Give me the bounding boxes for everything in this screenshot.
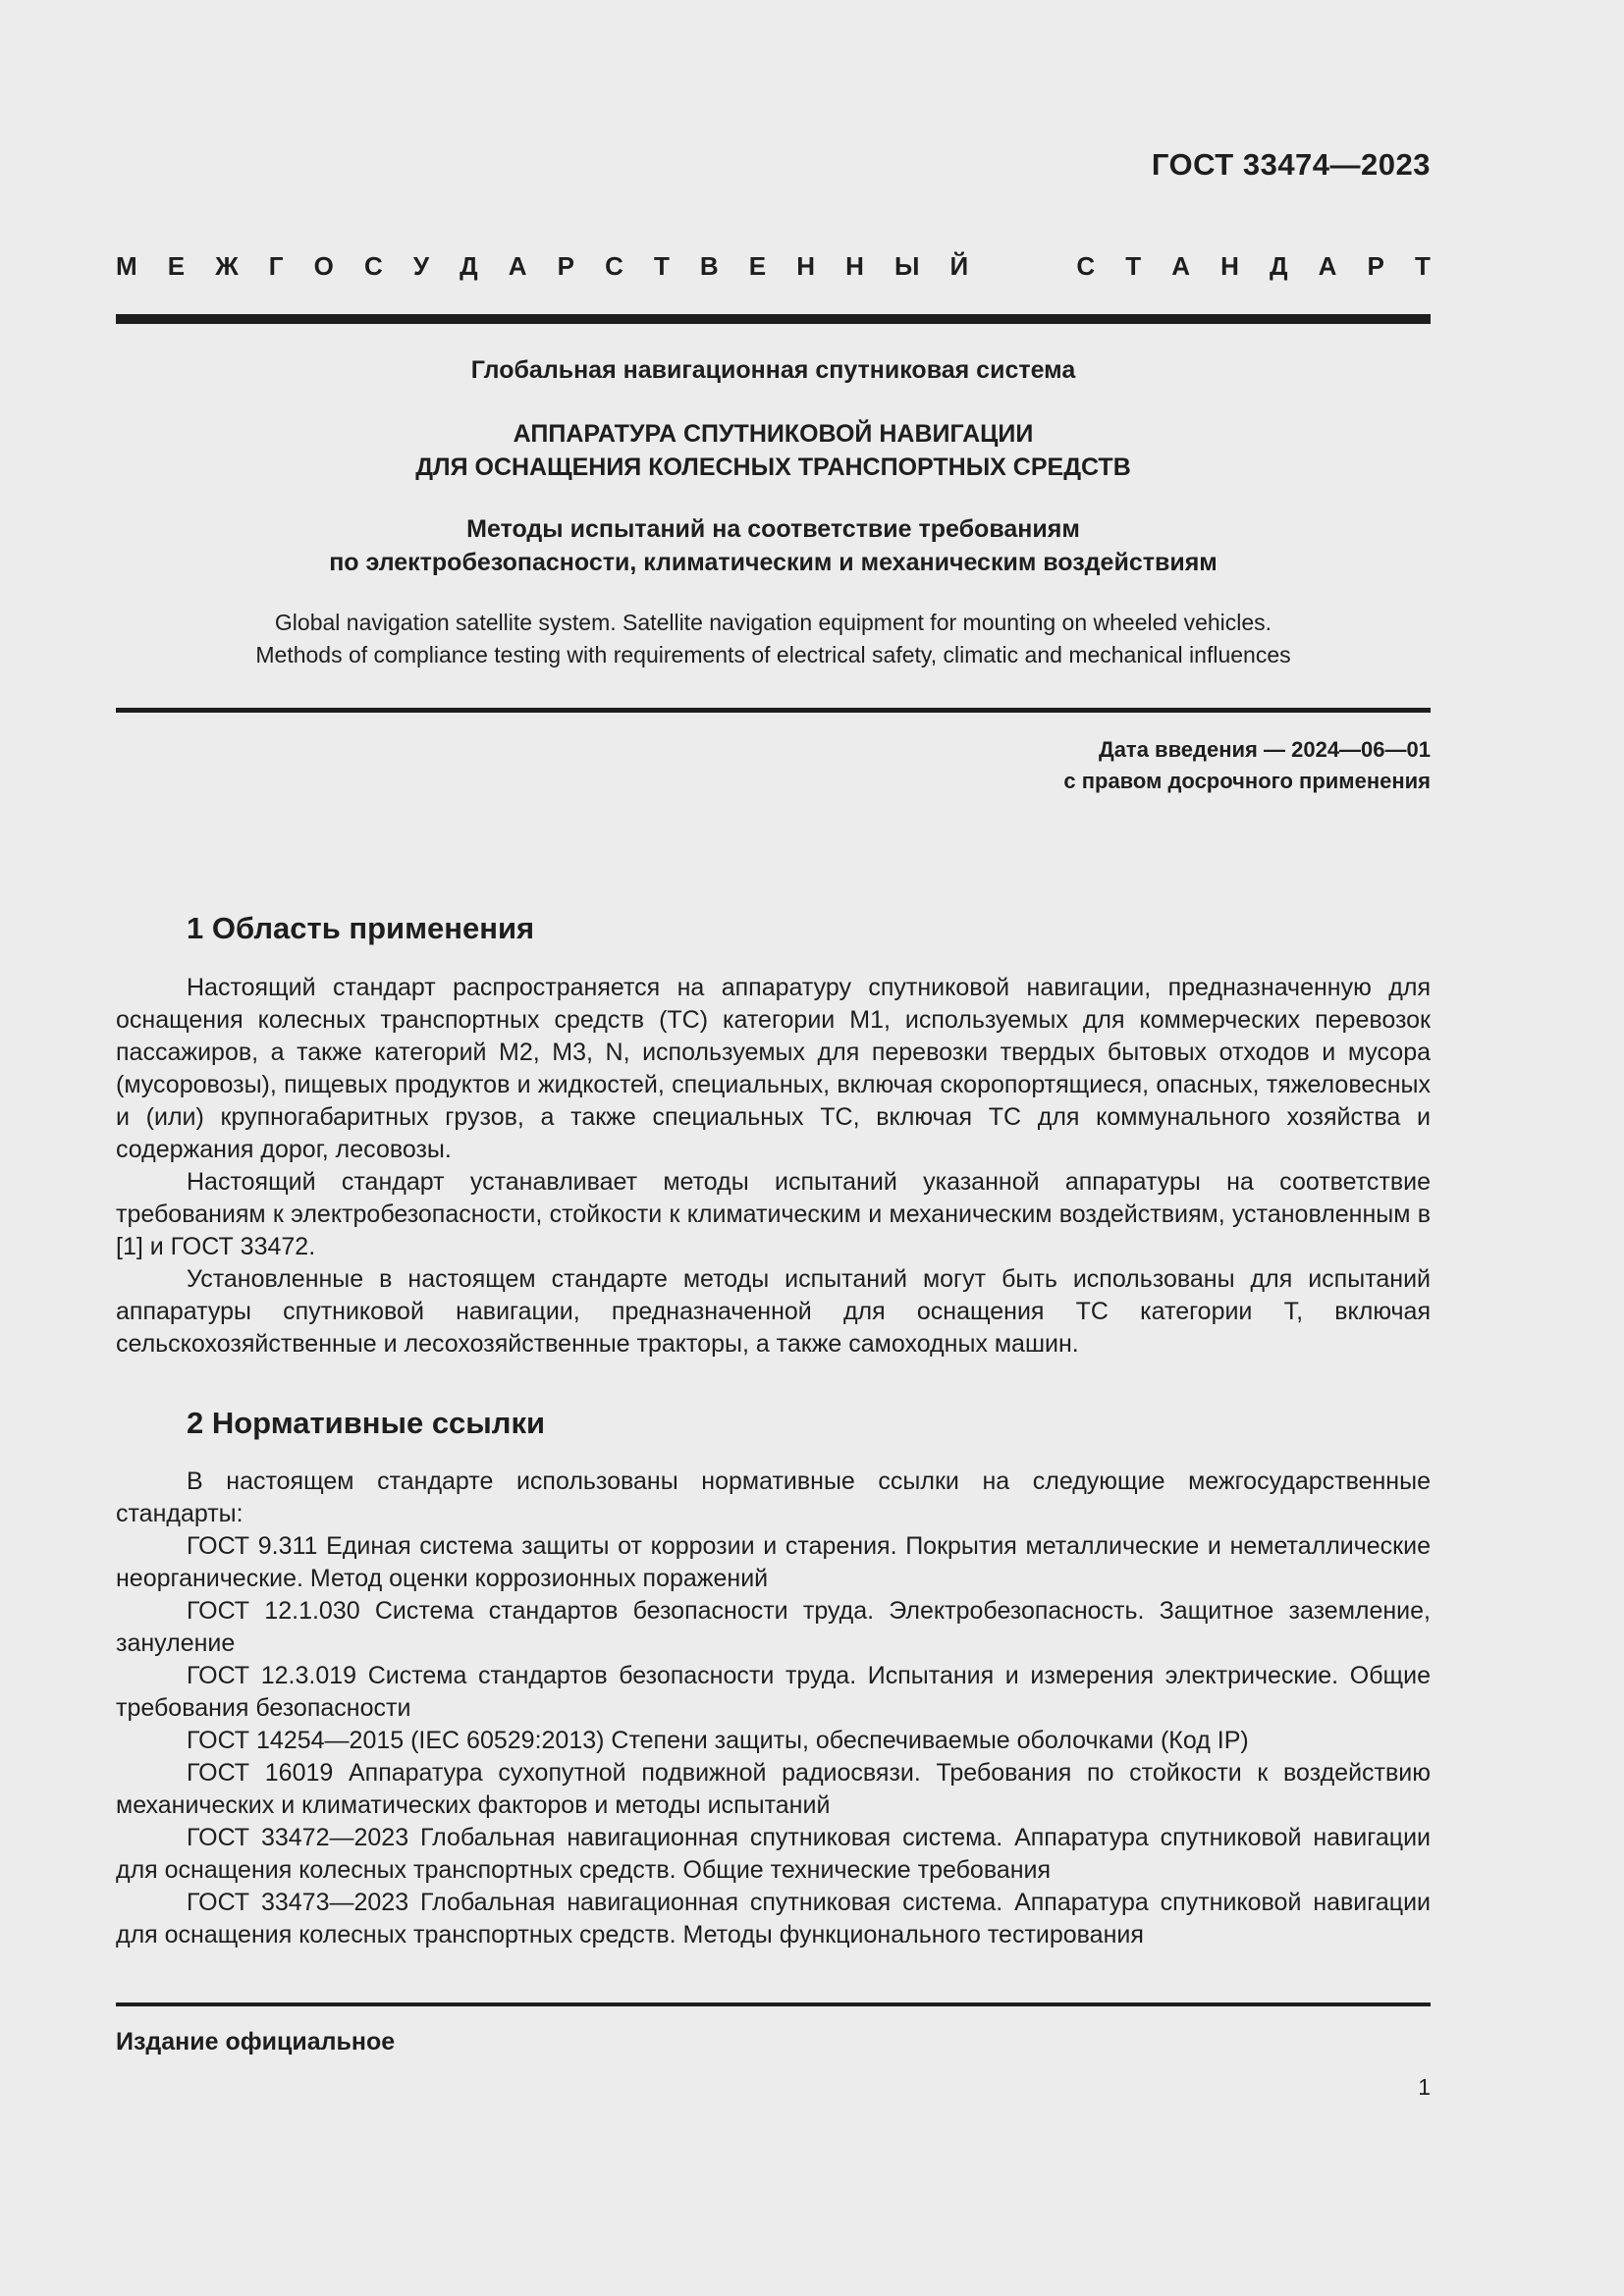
- banner-letter: С: [1076, 251, 1096, 281]
- banner-letter: О: [313, 251, 334, 281]
- early-application-note: с правом досрочного применения: [1063, 769, 1431, 793]
- banner-letter: В: [699, 251, 719, 281]
- banner-letter: Н: [1220, 251, 1239, 281]
- english-title-line: Global navigation satellite system. Satellite navigation equipment for mounting on wheeled vehicles.: [274, 610, 1272, 635]
- english-title-line: Methods of compliance testing with requirements of electrical safety, climatic and mechanical influences: [255, 642, 1291, 667]
- banner-letter: Т: [1414, 251, 1431, 281]
- section-2-body: [116, 1466, 1431, 1951]
- paragraph: Установленные в настоящем стандарте методы испытаний могут быть использованы для испытаний аппаратуры спутниковой навигации, предназначенной для оснащения ТС категории Т, включая сельскохозяйственные и лесохозяйственные тракторы, а также самоходных машин.: [116, 1265, 1431, 1358]
- banner-letter: Р: [1367, 251, 1384, 281]
- standard-code: ГОСТ 33474—2023: [1151, 147, 1431, 182]
- section-2-heading: 2 Нормативные ссылки: [187, 1406, 546, 1440]
- system-title: Глобальная навигационная спутниковая система: [470, 356, 1076, 384]
- banner-letter: Ж: [215, 251, 239, 281]
- banner-letter: М: [116, 251, 137, 281]
- section-1-body: [116, 972, 1431, 1361]
- banner-letter: Т: [1125, 251, 1142, 281]
- introduction-date-line: Дата введения — 2024—06—01: [1099, 737, 1431, 762]
- reference-item: ГОСТ 33472—2023 Глобальная навигационная спутниковая система. Аппаратура спутниковой навигации для оснащения колесных транспортных средств. Общие технические требования: [116, 1824, 1431, 1884]
- sub-title-line: по электробезопасности, климатическим и механическим воздействиям: [329, 549, 1218, 576]
- document-page: [116, 0, 1431, 2296]
- introduction-date: [1063, 734, 1431, 797]
- reference-item: ГОСТ 16019 Аппаратура сухопутной подвижной радиосвязи. Требования по стойкости к воздействию механических и климатических факторов и методы испытаний: [116, 1759, 1431, 1819]
- banner-letter: Р: [557, 251, 574, 281]
- banner-letter: Д: [460, 251, 478, 281]
- paragraph: Настоящий стандарт распространяется на аппаратуру спутниковой навигации, предназначенную для оснащения колесных транспортных средств (ТС) категории М1, используемых для коммерческих перевозок пассажиров, а также категорий М2, М3, N, используемых для перевозки твердых бытовых отходов и мусора (мусоровозы), пищевых продуктов и жидкостей, специальных, включая скоропортящиеся, опасных, тяжеловесных и (или) крупногабаритных грузов, а также специальных ТС, включая ТС для коммунального хозяйства и содержания дорог, лесовозы.: [116, 974, 1431, 1163]
- banner-letter: Г: [268, 251, 284, 281]
- official-edition-label: Издание официальное: [116, 2028, 396, 2056]
- english-title: [116, 607, 1431, 671]
- banner-letter: У: [412, 251, 430, 281]
- reference-item: ГОСТ 12.3.019 Система стандартов безопасности труда. Испытания и измерения электрические. Общие требования безопасности: [116, 1662, 1431, 1722]
- banner-letter: Н: [845, 251, 864, 281]
- section-1-heading: 1 Область применения: [187, 911, 535, 945]
- banner-letter: Н: [796, 251, 816, 281]
- banner-letter: А: [508, 251, 527, 281]
- interstate-standard-banner: [116, 251, 1431, 282]
- main-title-line: ДЛЯ ОСНАЩЕНИЯ КОЛЕСНЫХ ТРАНСПОРТНЫХ СРЕДСТВ: [415, 454, 1131, 481]
- reference-item: ГОСТ 12.1.030 Система стандартов безопасности труда. Электробезопасность. Защитное заземление, зануление: [116, 1597, 1431, 1657]
- banner-letter: Д: [1270, 251, 1288, 281]
- banner-letter: А: [1318, 251, 1337, 281]
- banner-letter: Ы: [893, 251, 920, 281]
- footer-divider: [116, 2002, 1431, 2006]
- banner-letter: Е: [748, 251, 767, 281]
- reference-item: ГОСТ 14254—2015 (IEC 60529:2013) Степени защиты, обеспечиваемые оболочками (Код IP): [187, 1727, 1249, 1754]
- banner-letter: С: [605, 251, 623, 281]
- paragraph: Настоящий стандарт устанавливает методы испытаний указанной аппаратуры на соответствие требованиям к электробезопасности, стойкости к климатическим и механическим воздействиям, установленным в [1] и ГОСТ 33472.: [116, 1168, 1431, 1260]
- reference-item: ГОСТ 9.311 Единая система защиты от коррозии и старения. Покрытия металлические и неметаллические неорганические. Метод оценки коррозионных поражений: [116, 1532, 1431, 1592]
- banner-letter: Е: [167, 251, 186, 281]
- reference-item: ГОСТ 33473—2023 Глобальная навигационная спутниковая система. Аппаратура спутниковой навигации для оснащения колесных транспортных средств. Методы функционального тестирования: [116, 1889, 1431, 1949]
- banner-letter: С: [363, 251, 383, 281]
- title-divider: [116, 708, 1431, 713]
- header-divider: [116, 314, 1431, 324]
- main-title: [116, 417, 1431, 484]
- banner-word-gap: [999, 251, 1046, 282]
- sub-title-line: Методы испытаний на соответствие требованиям: [466, 515, 1080, 543]
- banner-letter: Т: [653, 251, 670, 281]
- banner-letter: Й: [949, 251, 969, 281]
- paragraph: В настоящем стандарте использованы нормативные ссылки на следующие межгосударственные стандарты:: [116, 1468, 1431, 1527]
- main-title-line: АППАРАТУРА СПУТНИКОВОЙ НАВИГАЦИИ: [513, 420, 1034, 448]
- page-number: 1: [1418, 2074, 1431, 2100]
- banner-letter: А: [1171, 251, 1191, 281]
- sub-title: [116, 512, 1431, 579]
